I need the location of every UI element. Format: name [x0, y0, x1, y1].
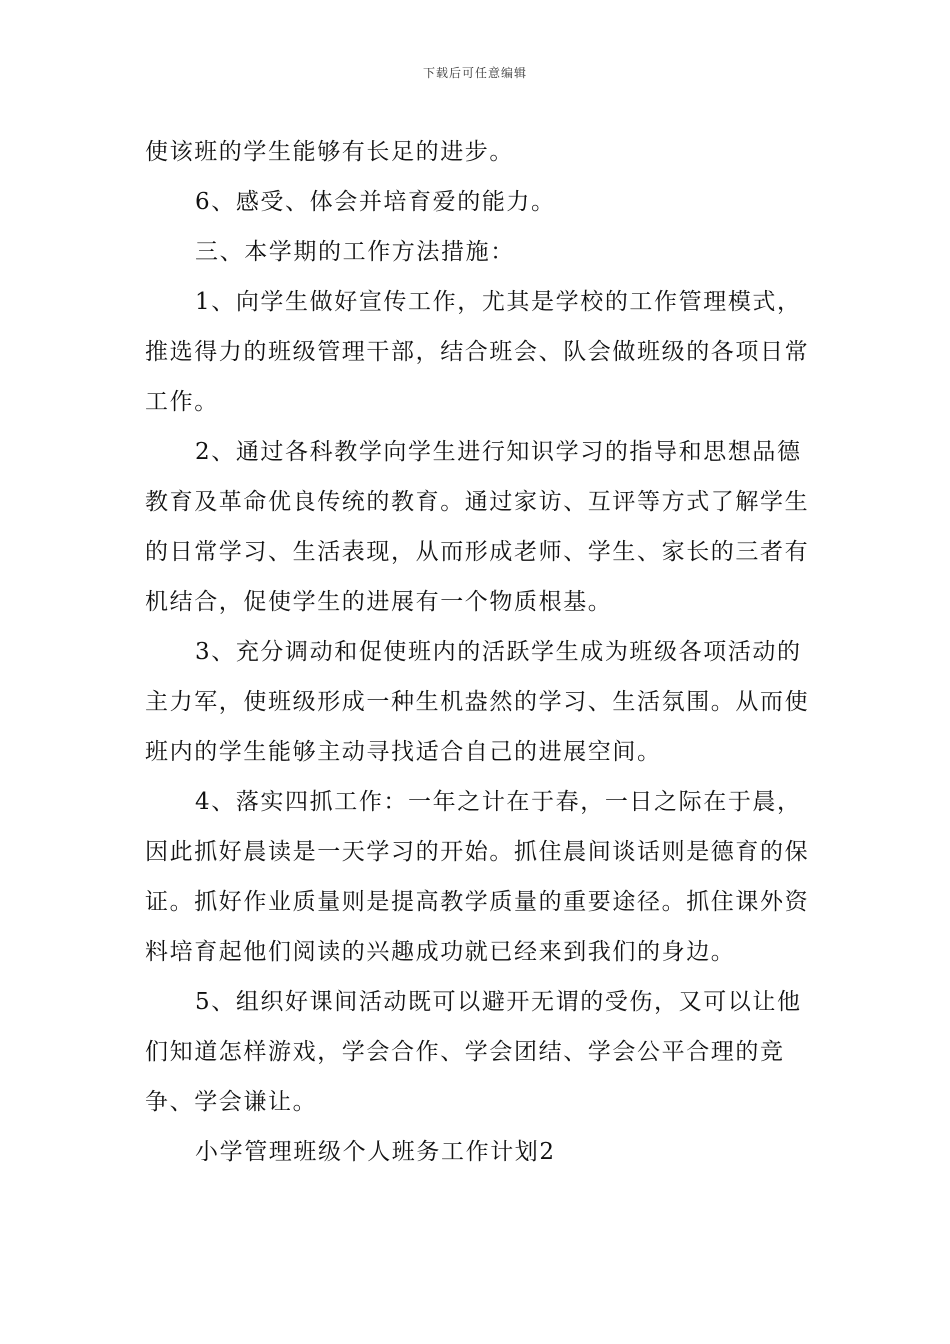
paragraph-method-3: 3、充分调动和促使班内的活跃学生成为班级各项活动的主力军，使班级形成一种生机盎然的学习、生活氛围。从而使班内的学生能够主动寻找适合自己的进展空间。 [145, 639, 810, 765]
document-next-title: 小学管理班级个人班务工作计划2 [195, 1139, 556, 1165]
paragraph-method-2: 2、通过各科教学向学生进行知识学习的指导和思想品德教育及革命优良传统的教育。通过家访、互评等方式了解学生的日常学习、生活表现，从而形成老师、学生、家长的三者有机结合，促使学生的进展有一个物质根基。 [145, 439, 810, 615]
header-note: 下载后可任意编辑 [422, 66, 527, 80]
section-heading-methods: 三、本学期的工作方法措施： [195, 239, 515, 265]
paragraph-continuation: 使该班的学生能够有长足的进步。 [145, 139, 514, 165]
paragraph-method-4: 4、落实四抓工作：一年之计在于春，一日之际在于晨，因此抓好晨读是一天学习的开始。抓住晨间谈话则是德育的保证。抓好作业质量则是提高教学质量的重要途径。抓住课外资料培育起他们阅读的兴趣成功就已经来到我们的身边。 [145, 789, 810, 965]
paragraph-method-1: 1、向学生做好宣传工作，尤其是学校的工作管理模式，推选得力的班级管理干部，结合班会、队会做班级的各项日常工作。 [145, 289, 810, 415]
paragraph-method-5: 5、组织好课间活动既可以避开无谓的受伤，又可以让他们知道怎样游戏，学会合作、学会团结、学会公平合理的竞争、学会谦让。 [145, 989, 802, 1115]
paragraph-item-6: 6、感受、体会并培育爱的能力。 [195, 189, 556, 215]
document-body [145, 127, 810, 1177]
